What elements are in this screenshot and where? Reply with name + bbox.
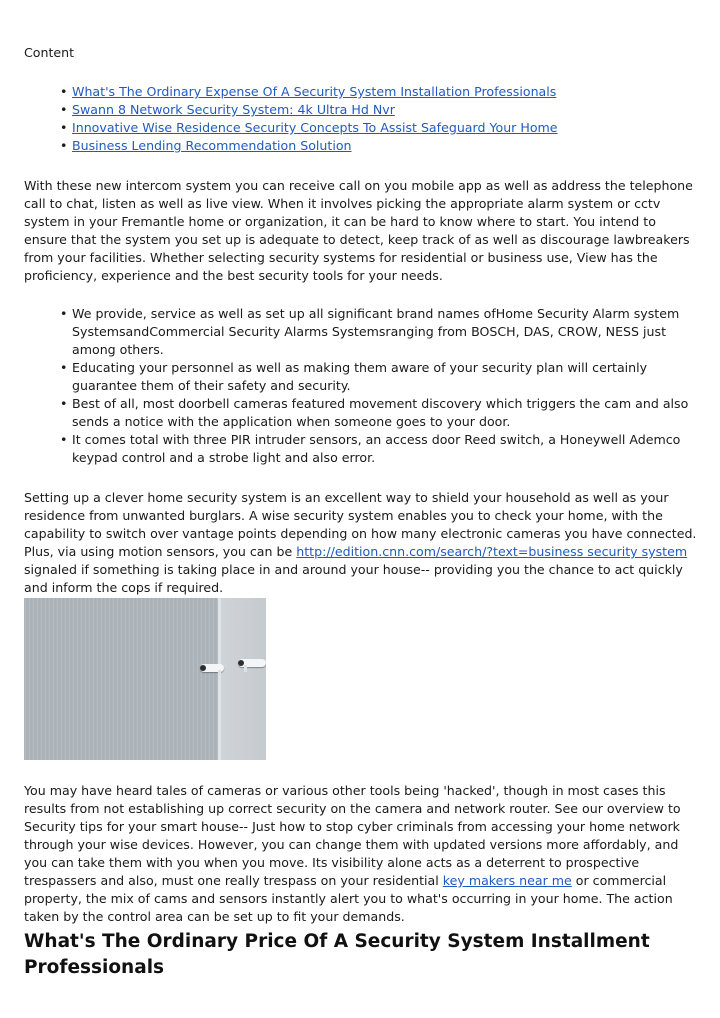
toc-link[interactable]: Swann 8 Network Security System: 4k Ultra Hd Nvr <box>72 102 395 117</box>
section-heading: What's The Ordinary Price Of A Security System Installment Professionals <box>24 931 650 978</box>
ribbed-wall <box>24 598 218 760</box>
intro-paragraph: With these new intercom system you can receive call on you mobile app as well as address the telephone call to chat, listen as well as live view. When it involves picking the appropriate alarm system or cctv system in your Fremantle home or organization, it can be hard to know where to start. You intend to ensure that the system you set up is adequate to detect, keep track of as well as discourage lawbreakers from your facilities. Whether selecting security systems for residential or business use, View has the proficiency, experience and the best security tools for your needs. <box>24 178 693 283</box>
content-label: Content <box>24 45 75 60</box>
toc-item <box>0 101 700 119</box>
inline-link[interactable]: http://edition.cnn.com/search/?text=business security system <box>296 544 688 559</box>
list-item: • We provide, service as well as set up all significant brand names ofHome Security Alarm system SystemsandCommercial Security Alarms Systemsranging from BOSCH, DAS, CROW, NESS just among others. <box>0 305 700 359</box>
body-paragraph <box>24 782 700 926</box>
toc-item <box>0 137 700 155</box>
list-item: • Educating your personnel as well as making them aware of your security plan will certainly guarantee them of their safety and security. <box>0 359 700 395</box>
toc-link[interactable]: What's The Ordinary Expense Of A Security System Installation Professionals <box>72 84 557 99</box>
body-paragraph <box>24 489 700 597</box>
paragraph-text: You may have heard tales of cameras or various other tools being 'hacked', though in most cases this results from not establishing up correct security on the camera and network router. See our overview to Security tips for your smart house-- Just how to stop cyber criminals from accessing your home network through your wise devices. However, you can change them with updated versions more affordably, and you can take them with you when you move. Its visibility alone acts as a deterrent to prospective trespassers and also, must one really trespass on your residential <box>24 783 681 888</box>
security-camera-icon <box>200 664 224 672</box>
camera-lens-icon <box>200 665 206 671</box>
paragraph-text: Setting up a clever home security system is an excellent way to shield your household as well as your residence from unwanted burglars. A wise security system enables you to check your home, with the capability to switch over vantage points depending on how many electronic cameras you have connected. Plus, via using motion sensors, you can be <box>24 490 697 559</box>
toc-item <box>0 119 700 137</box>
toc-link[interactable]: Innovative Wise Residence Security Concepts To Assist Safeguard Your Home <box>72 120 558 135</box>
toc-item <box>0 83 700 101</box>
toc-link[interactable]: Business Lending Recommendation Solution <box>72 138 352 153</box>
inline-link[interactable]: key makers near me <box>442 873 572 888</box>
side-wall <box>221 598 266 760</box>
table-of-contents <box>0 83 700 155</box>
security-camera-icon <box>238 659 266 667</box>
feature-list <box>0 305 700 467</box>
list-item: • Best of all, most doorbell cameras featured movement discovery which triggers the cam and also sends a notice with the application when someone goes to your door. <box>0 395 700 431</box>
paragraph-text: signaled if something is taking place in and around your house-- providing you the chance to act quickly and inform the cops if required. <box>24 562 683 595</box>
paragraph-text: or commercial property, the mix of cams and sensors instantly alert you to what's occurring in your home. The action taken by the control area can be set up to fit your demands. <box>24 873 673 924</box>
security-camera-photo <box>24 598 266 760</box>
camera-mount <box>218 670 221 677</box>
camera-mount <box>244 665 247 672</box>
list-item: • It comes total with three PIR intruder sensors, an access door Reed switch, a Honeywell Ademco keypad control and a strobe light and also error. <box>0 431 700 467</box>
